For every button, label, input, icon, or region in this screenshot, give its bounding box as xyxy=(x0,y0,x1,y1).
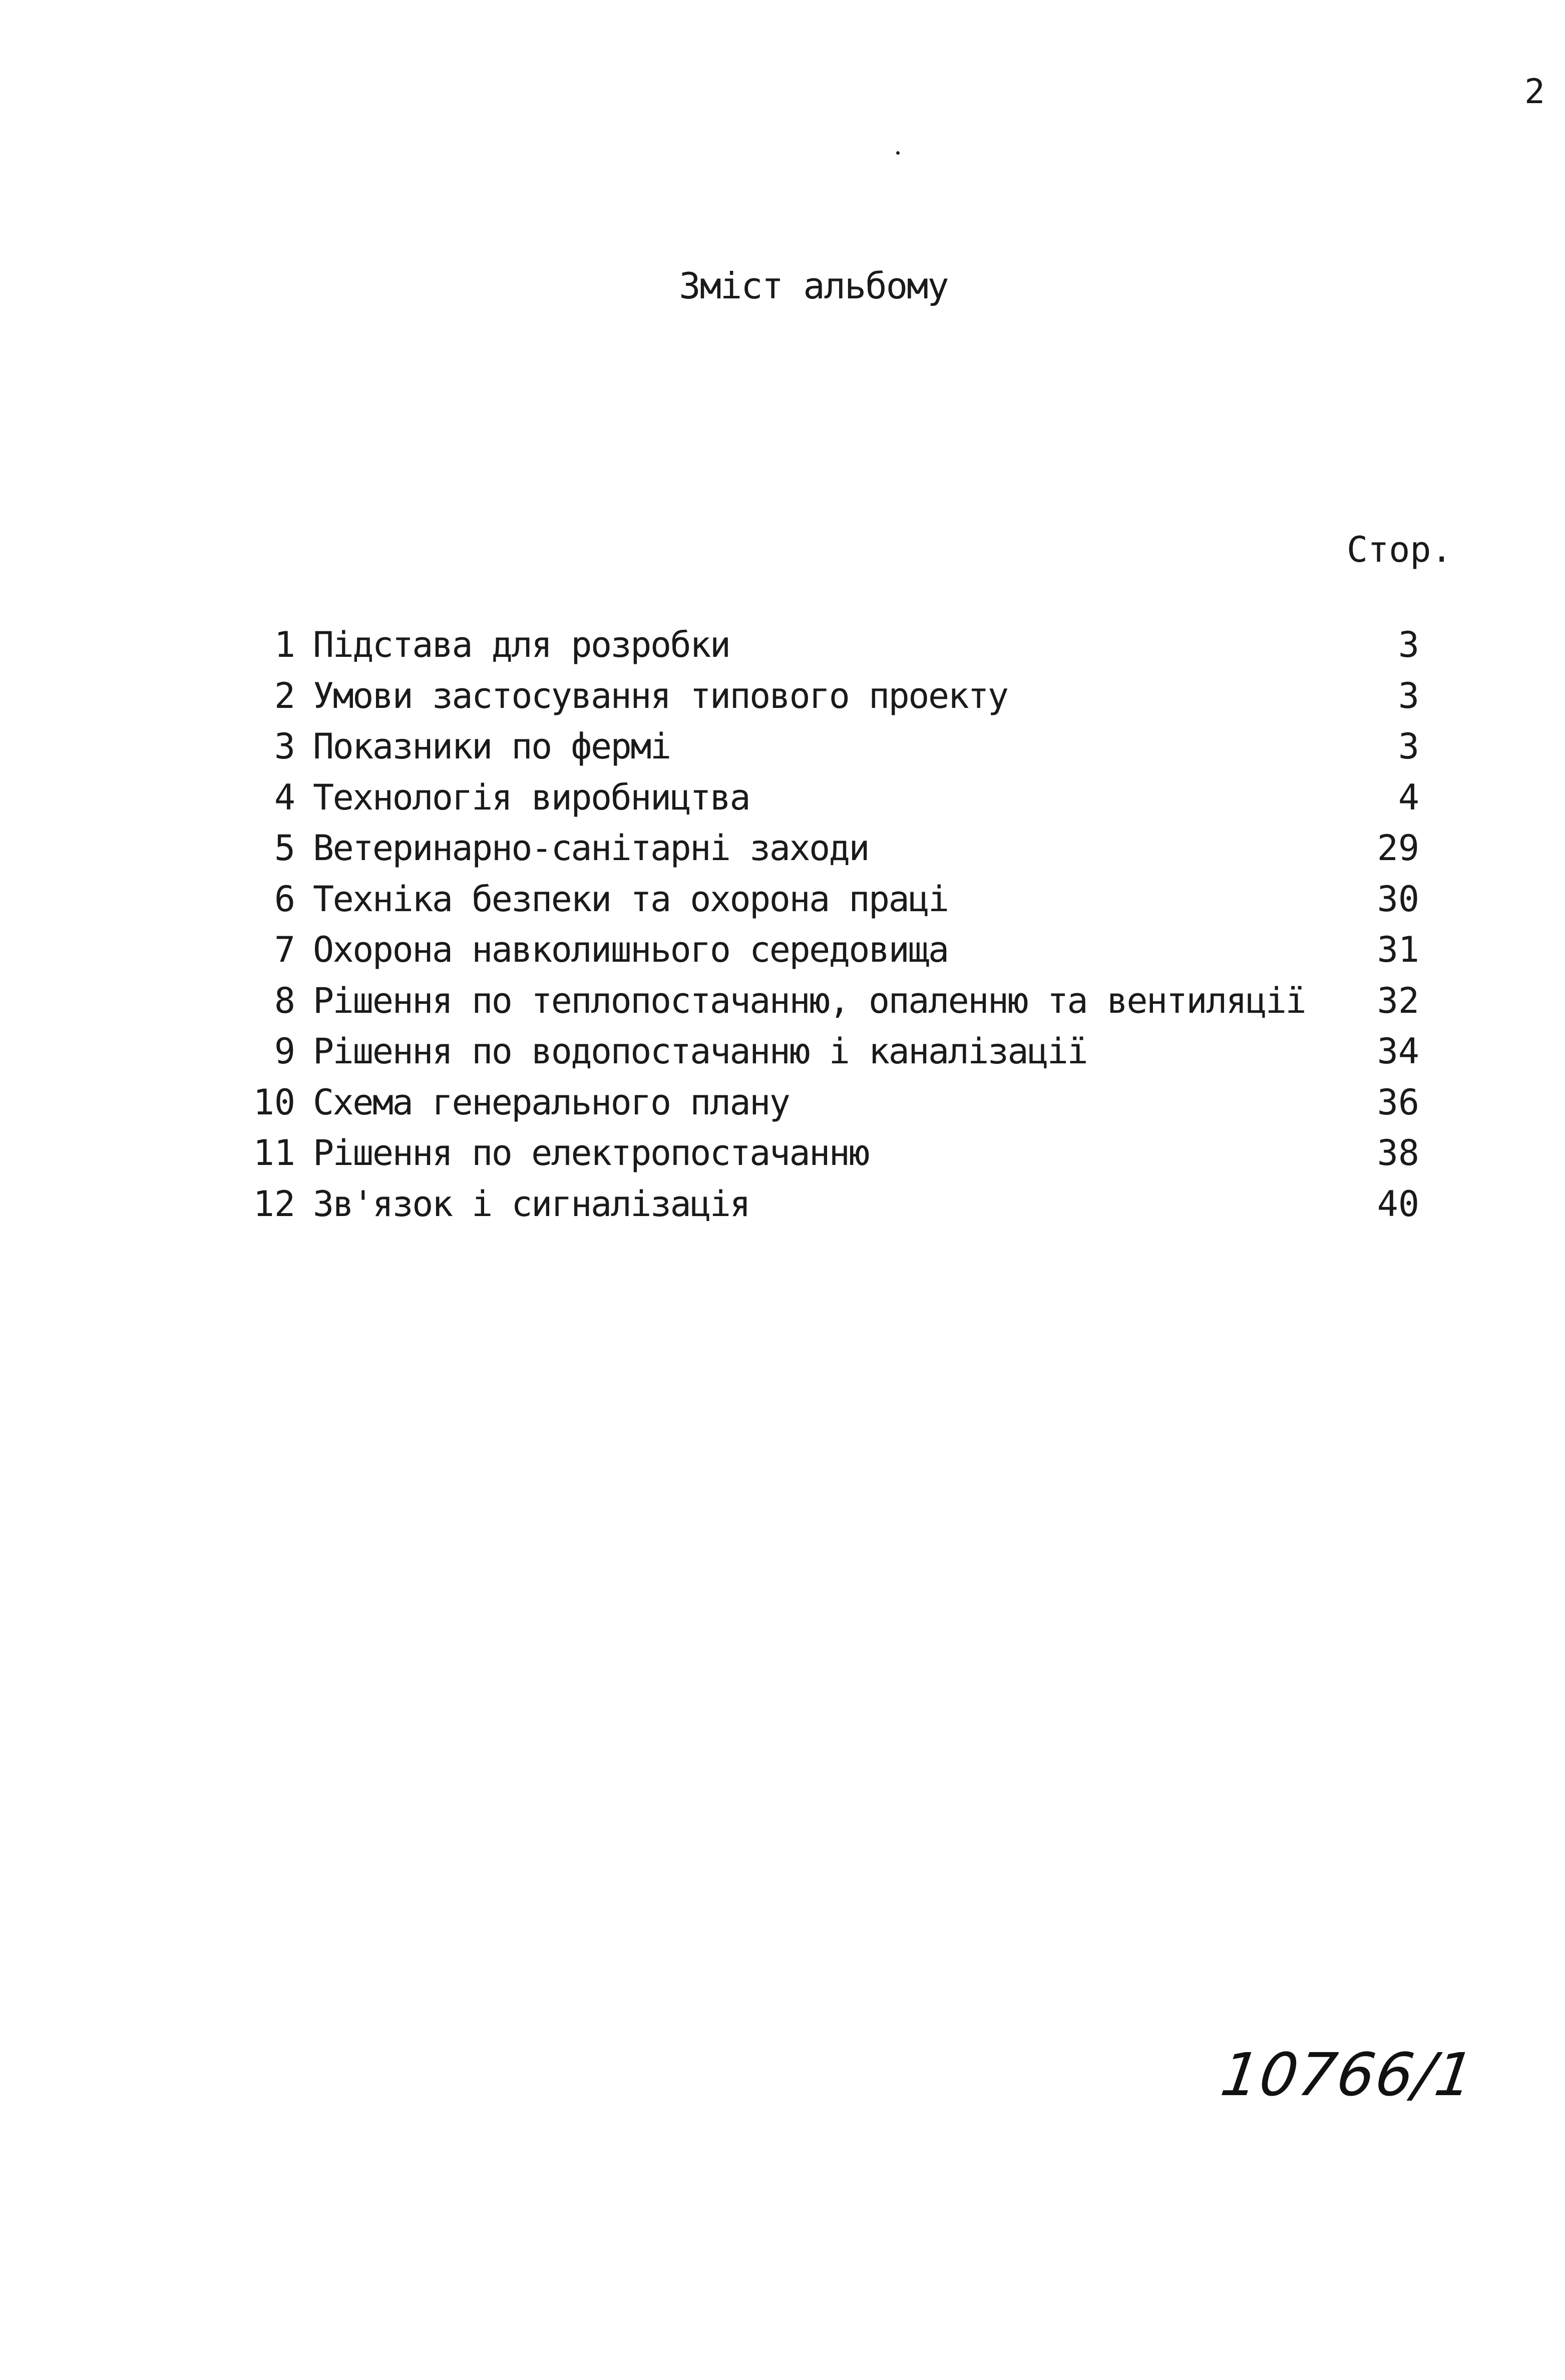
toc-item-title: Рішення по теплопостачанню, опаленню та вентиляції xyxy=(313,980,1306,1021)
toc-item-number: 4 xyxy=(274,776,295,818)
page-number: 2 xyxy=(1524,72,1545,112)
toc-item-number: 10 xyxy=(253,1081,295,1123)
toc-row xyxy=(240,823,1442,874)
toc-row xyxy=(240,1179,1442,1230)
toc-row xyxy=(240,976,1442,1027)
toc-item-title: Охорона навколишнього середовища xyxy=(313,929,948,970)
toc-item-number: 11 xyxy=(253,1132,295,1173)
toc-row xyxy=(240,671,1442,722)
toc-row xyxy=(240,620,1442,671)
toc-row xyxy=(240,772,1442,824)
toc-item-title: Умови застосування типового проекту xyxy=(313,675,1008,716)
toc-row xyxy=(240,1026,1442,1077)
toc-item-title: Ветеринарно-санітарні заходи xyxy=(313,828,869,869)
toc-item-number: 12 xyxy=(253,1183,295,1225)
toc-row xyxy=(240,1128,1442,1179)
toc-item-title: Рішення по водопостачанню і каналізації xyxy=(313,1031,1087,1072)
toc-item-title: Показники по фермі xyxy=(313,726,670,767)
toc-item-number: 2 xyxy=(274,675,295,716)
toc-item-title: Технологія виробництва xyxy=(313,776,750,818)
toc-item-number: 3 xyxy=(274,726,295,767)
toc-item-title: Рішення по електропостачанню xyxy=(313,1132,869,1173)
toc-row xyxy=(240,874,1442,925)
scan-speck xyxy=(896,151,900,155)
toc-item-title: Підстава для розробки xyxy=(313,624,730,665)
toc-item-number: 1 xyxy=(274,624,295,665)
toc-item-title: Техніка безпеки та охорона праці xyxy=(313,878,948,920)
handwritten-stamp-number: 10766/1 xyxy=(1217,2040,1479,2109)
toc-item-page: 3 xyxy=(1398,624,1419,665)
toc-item-title: Зв'язок і сигналізація xyxy=(313,1183,750,1225)
toc-row xyxy=(240,1077,1442,1128)
toc-item-number: 5 xyxy=(274,828,295,869)
toc-item-page: 31 xyxy=(1377,929,1419,970)
table-of-contents xyxy=(240,620,1442,1230)
toc-row xyxy=(240,721,1442,772)
toc-item-number: 8 xyxy=(274,980,295,1021)
toc-item-number: 7 xyxy=(274,929,295,970)
toc-item-page: 4 xyxy=(1398,776,1419,818)
toc-item-page: 32 xyxy=(1377,980,1419,1021)
toc-item-page: 38 xyxy=(1377,1132,1419,1173)
toc-item-page: 34 xyxy=(1377,1031,1419,1072)
toc-item-page: 29 xyxy=(1377,828,1419,869)
toc-item-page: 3 xyxy=(1398,675,1419,716)
document-title: Зміст альбому xyxy=(679,265,948,307)
toc-item-title: Схема генерального плану xyxy=(313,1081,790,1123)
toc-item-page: 30 xyxy=(1377,878,1419,920)
toc-item-page: 36 xyxy=(1377,1081,1419,1123)
toc-item-number: 6 xyxy=(274,878,295,920)
toc-item-page: 40 xyxy=(1377,1183,1419,1225)
toc-item-number: 9 xyxy=(274,1031,295,1072)
toc-row xyxy=(240,925,1442,976)
toc-item-page: 3 xyxy=(1398,726,1419,767)
page-column-header: Стор. xyxy=(1347,529,1452,570)
